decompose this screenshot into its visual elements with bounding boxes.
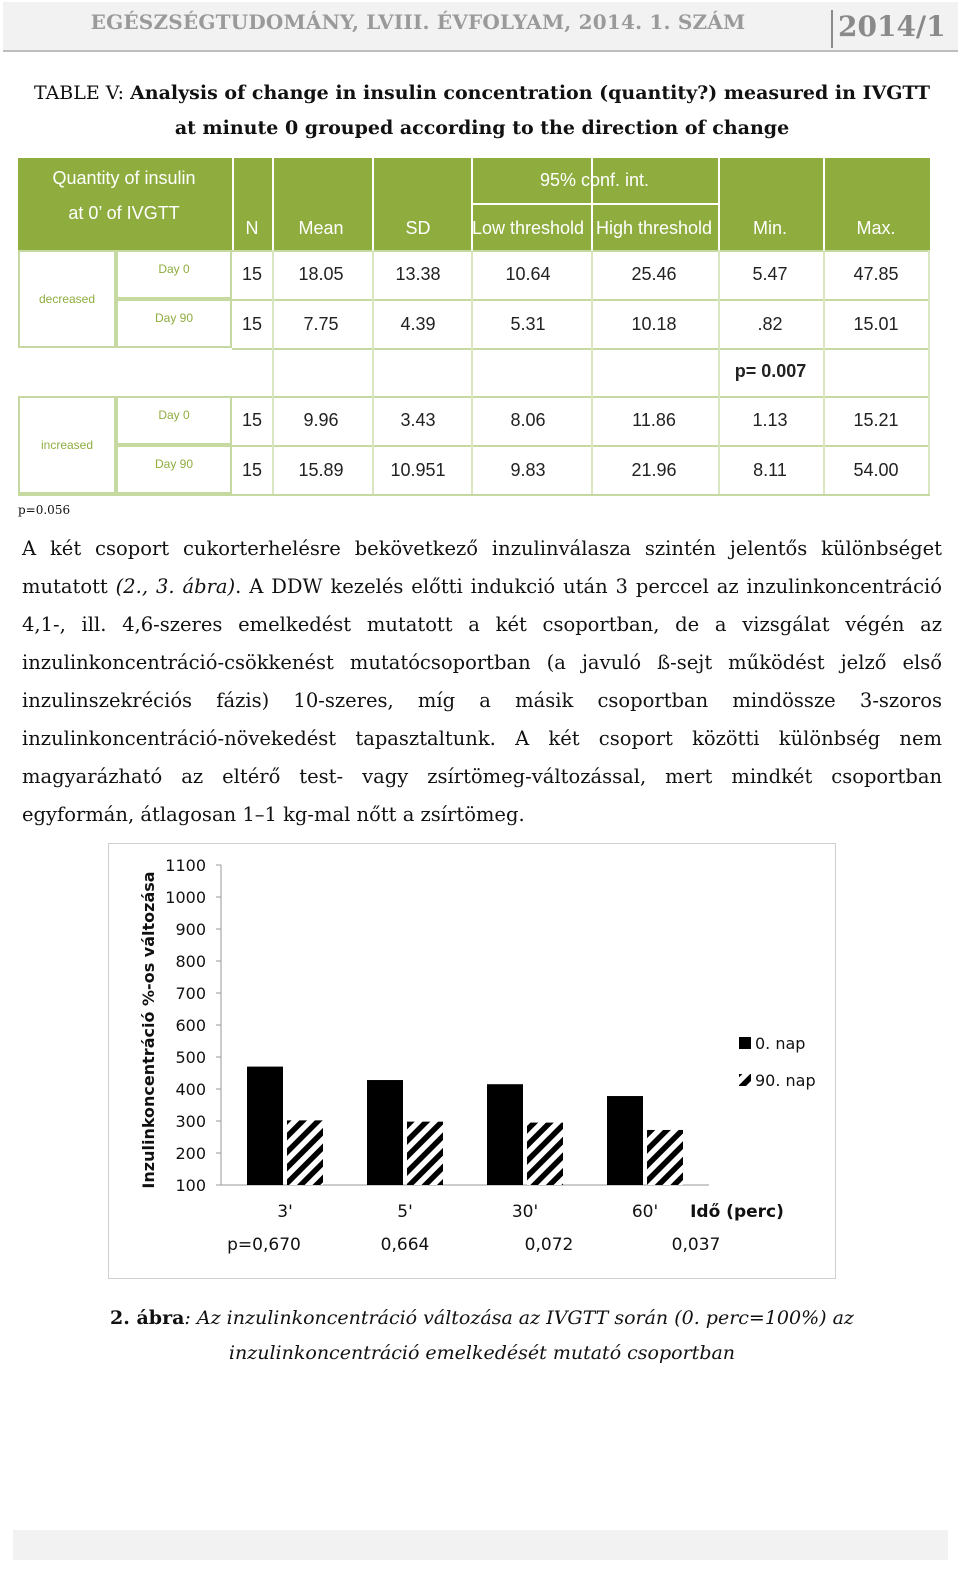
bar-series-0 (487, 1084, 523, 1185)
table-cell: 54.00 (853, 460, 899, 480)
table-caption-label: TABLE V: (33, 82, 131, 104)
paragraph-part1: A két csoport cukorterhelésre bekövetkező inzulinválasza szintén jelentős különbséget mutatott (22, 537, 942, 598)
figure-caption-label: 2. ábra (110, 1307, 185, 1329)
table-cell: 11.86 (632, 410, 676, 430)
y-tick-label: 900 (175, 920, 206, 939)
table-cell: .82 (757, 314, 783, 334)
table-cell: 9.96 (303, 410, 339, 430)
page-footer (13, 1530, 948, 1560)
table-cell: 8.11 (753, 460, 787, 480)
grid-line (232, 445, 930, 447)
column-header: Max. (856, 218, 896, 238)
bar-series-1 (287, 1120, 323, 1185)
header-rule (3, 50, 958, 52)
grid-line (718, 250, 720, 496)
grid-line (591, 250, 593, 496)
group-label: decreased (18, 250, 116, 348)
column-header: Mean (298, 218, 344, 238)
table-caption-text: Analysis of change in insulin concentration (quantity?) measured in IVGTT at minute 0 grouped according to the direction of change (130, 82, 931, 139)
table-cell: 15 (241, 314, 263, 334)
header-quantity-line1: Quantity of insulin (52, 168, 196, 188)
y-tick-label: 200 (175, 1144, 206, 1163)
y-tick-label: 1100 (165, 856, 206, 875)
grid-line (232, 299, 930, 301)
table-cell: 15 (241, 410, 263, 430)
bar-chart (108, 843, 836, 1279)
table-cell: 13.38 (395, 264, 441, 284)
column-header: High threshold (595, 218, 713, 238)
legend-label-series-0: 0. nap (755, 1034, 806, 1053)
x-axis-label: Idő (perc) (690, 1202, 784, 1222)
column-header: SD (405, 218, 431, 238)
table-cell: 3.43 (400, 410, 436, 430)
bar-series-0 (367, 1080, 403, 1185)
paragraph-ref: (2., 3. ábra) (115, 575, 236, 598)
table-cell: 47.85 (853, 264, 899, 284)
header-rule (471, 203, 718, 205)
header-ci-group: 95% conf. int. (539, 170, 650, 190)
p-value-label: p=0,670 (227, 1235, 301, 1255)
table-cell: 5.47 (752, 264, 788, 284)
table-cell: 10.18 (631, 314, 677, 334)
grid-line (272, 250, 274, 496)
table-cell: 15.21 (853, 410, 899, 430)
group-label: increased (18, 396, 116, 494)
table-cell: 15 (241, 460, 263, 480)
page-header (3, 2, 958, 52)
p-value-label: 0,072 (524, 1235, 574, 1255)
bar-series-0 (607, 1096, 643, 1185)
y-tick-label: 600 (175, 1016, 206, 1035)
figure-caption (22, 1301, 942, 1371)
column-header: Low threshold (471, 218, 585, 238)
legend-swatch-series-1 (739, 1074, 751, 1086)
row-day-label: Day 90 (116, 445, 232, 494)
issue-number: 2014/1 (838, 10, 946, 43)
row-day-label: Day 90 (116, 299, 232, 348)
p-value-label: 0,037 (671, 1235, 721, 1255)
table-border (18, 494, 930, 496)
bar-series-1 (407, 1122, 443, 1185)
table-cell: 15 (241, 264, 263, 284)
column-header: N (245, 218, 259, 238)
table-cell: 7.75 (303, 314, 339, 334)
row-day-label: Day 0 (116, 396, 232, 445)
row-day-label: Day 0 (116, 250, 232, 299)
header-quantity-line2: at 0’ of IVGTT (68, 203, 180, 223)
legend-label-series-1: 90. nap (755, 1071, 816, 1090)
bar-series-1 (527, 1123, 563, 1185)
y-tick-label: 800 (175, 952, 206, 971)
grid-line (471, 250, 473, 496)
journal-title: EGÉSZSÉGTUDOMÁNY, LVIII. ÉVFOLYAM, 2014. 1. SZÁM (90, 10, 746, 34)
y-tick-label: 500 (175, 1048, 206, 1067)
column-header: Min. (752, 218, 787, 238)
x-tick-label: 30' (511, 1202, 539, 1222)
header-divider (831, 10, 833, 48)
grid-line (232, 348, 930, 350)
figure-caption-text: : Az inzulinkoncentráció változása az IVGTT során (0. perc=100%) az inzulinkoncentráció emelkedését mutató csoportban (184, 1307, 854, 1364)
y-tick-label: 300 (175, 1112, 206, 1131)
y-tick-label: 100 (175, 1176, 206, 1195)
grid-line (823, 250, 825, 496)
table-cell: 8.06 (510, 410, 546, 430)
grid-line (928, 250, 930, 496)
table-cell: 15.01 (853, 314, 899, 334)
table-cell: 1.13 (752, 410, 788, 430)
p-note: p=0.056 (18, 503, 71, 517)
grid-line (232, 396, 930, 398)
table-cell: 4.39 (400, 314, 436, 334)
y-axis-label: Inzulinkoncentráció %-os változása (139, 871, 158, 1189)
y-tick-label: 400 (175, 1080, 206, 1099)
paragraph-part2: . A DDW kezelés előtti indukció után 3 perccel az inzulinkoncentráció 4,1-, ill. 4,6-szeres emelkedést mutatott a két csoportban, de a vizsgálat végén az inzulinkoncentráció-csökkenést mutatócsoportban (a javuló ß-sejt működést jelző első inzulinszekréciós fázis) 10-szeres, míg a másik csoportban mindössze 3-szoros inzulinkoncentráció-növekedést tapasztaltunk. A két csoport közötti különbség nem magyarázható az eltérő test- vagy zsírtömeg-változással, mert mindkét csoportban egyformán, átlagosan 1–1 kg-mal nőtt a zsírtömeg. (22, 575, 942, 826)
chart-svg (109, 844, 837, 1280)
table-cell: 10.951 (390, 460, 446, 480)
p-value-label: 0,664 (380, 1235, 430, 1255)
body-paragraph (22, 530, 942, 834)
table-caption (22, 76, 942, 146)
x-tick-label: 3' (277, 1202, 293, 1222)
y-tick-label: 700 (175, 984, 206, 1003)
y-tick-label: 1000 (165, 888, 206, 907)
table-cell: 18.05 (298, 264, 344, 284)
table-cell: 15.89 (298, 460, 344, 480)
bar-series-0 (247, 1067, 283, 1185)
table-cell: 21.96 (631, 460, 677, 480)
x-tick-label: 5' (397, 1202, 413, 1222)
grid-line (372, 250, 374, 496)
table-cell: 25.46 (631, 264, 677, 284)
p-value-row: p= 0.007 (734, 361, 807, 381)
legend-swatch-series-0 (739, 1037, 751, 1049)
x-tick-label: 60' (631, 1202, 659, 1222)
table-cell: 10.64 (505, 264, 551, 284)
table-cell: 9.83 (510, 460, 546, 480)
table-cell: 5.31 (510, 314, 546, 334)
grid-line (232, 250, 930, 252)
bar-series-1 (647, 1130, 683, 1185)
